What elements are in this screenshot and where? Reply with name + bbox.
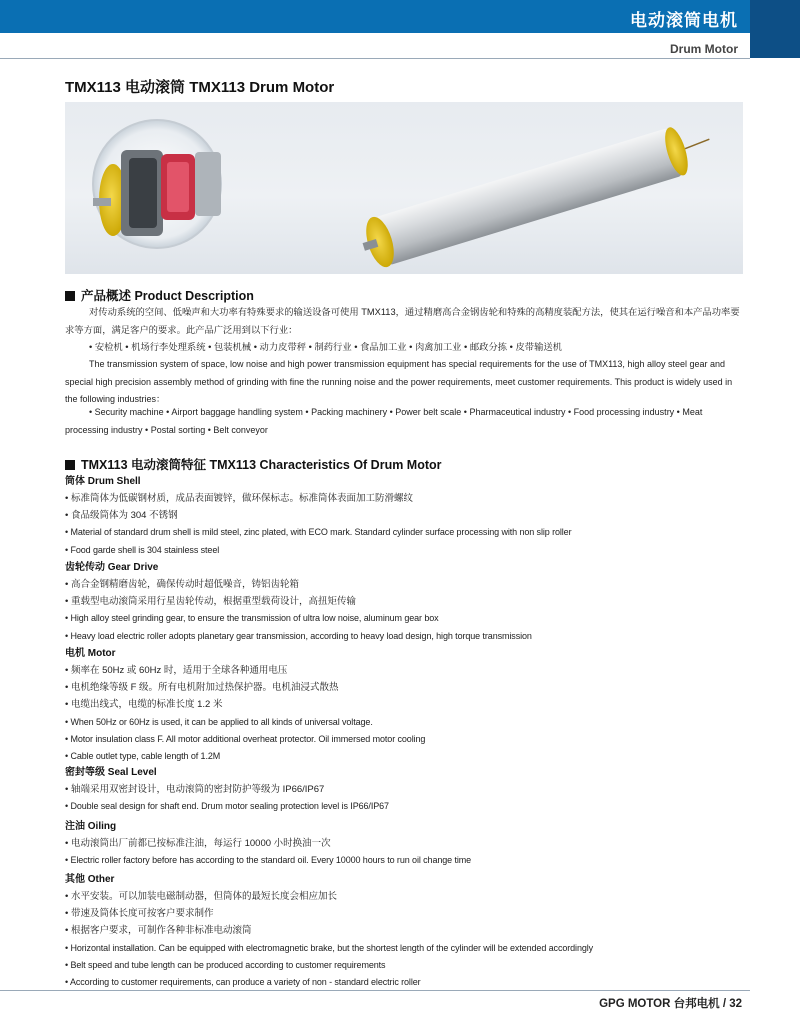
page-title: TMX113 电动滚筒 TMX113 Drum Motor <box>65 79 335 96</box>
drum-motor-illustration <box>65 102 743 274</box>
list-item: • Belt speed and tube length can be produced according to customer requirements <box>65 959 386 970</box>
footer-divider <box>0 990 750 991</box>
description-cn-paragraph: 对传动系统的空间、低噪声和大功率有特殊要求的输送设备可使用 TMX113，通过精磨高合金钢齿轮和特殊的高精度装配方法，使其在运行噪音和本产品功率要求等方面，满足客户的要求。此产品广泛用到以下行业： <box>65 307 740 335</box>
group-title: 筒体 Drum Shell <box>65 476 141 487</box>
header-divider <box>0 58 750 59</box>
square-bullet-icon <box>65 460 75 470</box>
list-item: • Motor insulation class F. All motor additional overheat protector. Oil immersed motor cooling <box>65 733 426 744</box>
page-footer: GPG MOTOR 台邦电机 / 32 <box>599 998 742 1010</box>
list-item: • According to customer requirements, can produce a variety of non - standard electric roller <box>65 977 421 988</box>
list-item: • 重载型电动滚筒采用行星齿轮传动，根据重型载荷设计，高扭矩传输 <box>65 596 356 608</box>
square-bullet-icon <box>65 291 75 301</box>
description-en-paragraph: The transmission system of space, low noise and high power transmission equipment has special requirements for the use of TMX113, high alloy steel gear and special high precision assembly method of grinding with fine the running noise and the power requirements, meet customer requirements. This product is widely used in the following industries： <box>65 359 733 405</box>
list-item: • Double seal design for shaft end. Drum motor sealing protection level is IP66/IP67 <box>65 801 389 812</box>
list-item: • 电缆出线式，电缆的标准长度 1.2 米 <box>65 699 223 711</box>
group-title: 其他 Other <box>65 874 115 885</box>
list-item: • Heavy load electric roller adopts planetary gear transmission, according to heavy load design, high torque transmission <box>65 630 532 641</box>
list-item: • 标准筒体为低碳钢材质，成品表面镀锌，做环保标志。标准筒体表面加工防滑螺纹 <box>65 493 413 504</box>
list-item: • 食品级筒体为 304 不锈钢 <box>65 510 178 522</box>
list-item: • 带速及筒体长度可按客户要求制作 <box>65 908 214 920</box>
group-title: 密封等级 Seal Level <box>65 767 157 778</box>
list-item: • Material of standard drum shell is mild steel, zinc plated, with ECO mark. Standard cylinder surface processing with non slip roller <box>65 527 572 538</box>
group-other <box>65 872 745 991</box>
group-drum-shell <box>65 474 745 559</box>
list-item: • High alloy steel grinding gear, to ensure the transmission of ultra low noise, aluminum gear box <box>65 613 439 624</box>
header-accent-block <box>750 0 800 58</box>
list-item: • Cable outlet type, cable length of 1.2M <box>65 751 221 762</box>
header-bar <box>0 0 750 33</box>
list-item: • 根据客户要求，可制作各种非标准电动滚筒 <box>65 925 252 937</box>
group-motor <box>65 646 745 765</box>
list-item: • 频率在 50Hz 或 60Hz 时，适用于全球各种通用电压 <box>65 665 288 676</box>
list-item: • Horizontal installation. Can be equipped with electromagnetic brake, but the shortest length of the cylinder will be extended accordingly <box>65 942 594 953</box>
header-title: 电动滚筒电机 <box>630 11 738 30</box>
list-item: • 电动滚筒出厂前都已按标准注油，每运行 10000 小时换油一次 <box>65 838 331 849</box>
description-en-industries: • Security machine • Airport baggage handling system • Packing machinery • Power belt scale • Pharmaceutical industry • Food processing industry • Meat processing industry • Postal sorting • Belt conveyor <box>65 407 703 435</box>
group-title: 注油 Oiling <box>65 821 117 832</box>
list-item: • Food garde shell is 304 stainless steel <box>65 544 220 555</box>
list-item: • 轴端采用双密封设计，电动滚筒的密封防护等级为 IP66/IP67 <box>65 784 325 795</box>
group-title: 齿轮传动 Gear Drive <box>65 562 159 573</box>
group-oiling <box>65 819 745 869</box>
characteristics-heading-text: TMX113 电动滚筒特征 TMX113 Characteristics Of Drum Motor <box>81 458 442 472</box>
header-subtitle: Drum Motor <box>670 42 738 56</box>
characteristics-heading <box>65 455 442 473</box>
list-item: • 高合金钢精磨齿轮，确保传动时超低噪音，铸铝齿轮箱 <box>65 579 299 590</box>
description-cn-industries: • 安检机 • 机场行李处理系统 • 包装机械 • 动力皮带秤 • 制药行业 • 食品加工业 • 肉禽加工业 • 邮政分拣 • 皮带输送机 <box>89 342 562 352</box>
product-description-heading <box>65 286 254 304</box>
list-item: • 电机绝缘等级 F 级。所有电机附加过热保护器。电机油浸式散热 <box>65 682 339 694</box>
group-title: 电机 Motor <box>65 648 116 659</box>
list-item: • When 50Hz or 60Hz is used, it can be applied to all kinds of universal voltage. <box>65 716 373 727</box>
product-image <box>65 102 743 274</box>
list-item: • Electric roller factory before has according to the standard oil. Every 10000 hours to run oil change time <box>65 855 472 866</box>
group-gear-drive <box>65 560 745 645</box>
group-seal-level <box>65 765 745 815</box>
product-description-heading-text: 产品概述 Product Description <box>81 289 254 303</box>
list-item: • 水平安装。可以加装电磁制动器，但筒体的最短长度会相应加长 <box>65 891 337 902</box>
